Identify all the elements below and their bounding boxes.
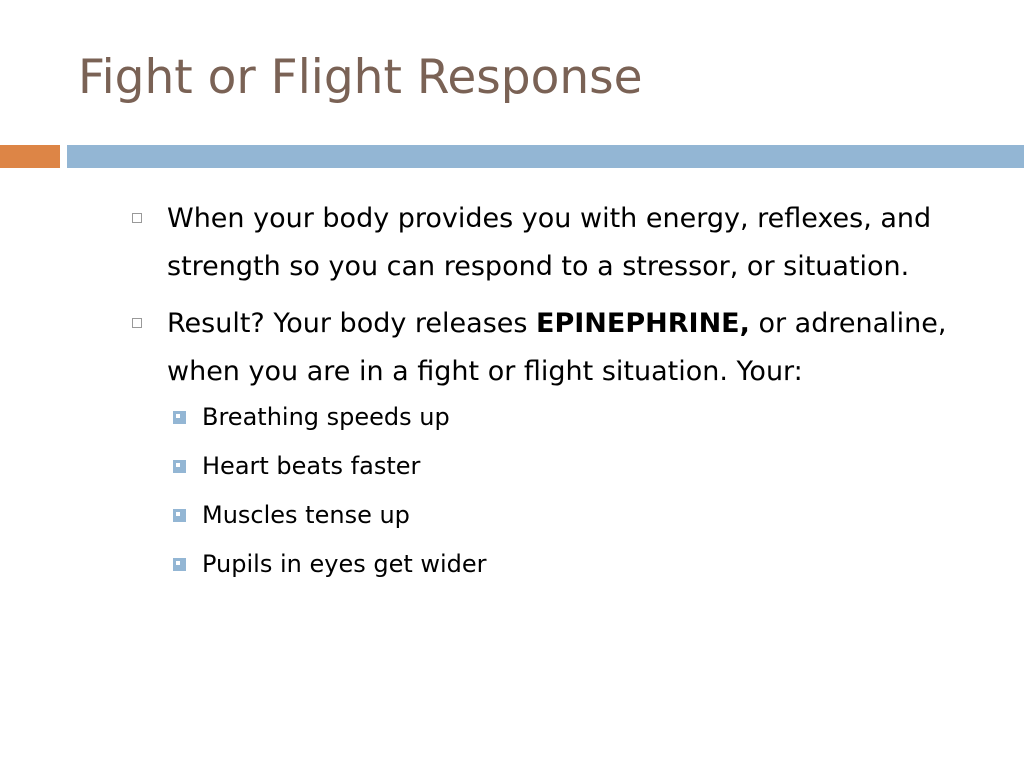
hollow-square-bullet-icon [132, 213, 142, 223]
filled-square-bullet-icon [173, 411, 186, 424]
sub-bullet-text-pupils: Pupils in eyes get wider [202, 550, 487, 578]
sub-bullet-text-heart: Heart beats faster [202, 452, 421, 480]
sub-bullet-item-heart [130, 450, 990, 482]
filled-square-bullet-icon [173, 509, 186, 522]
sub-bullet-list [130, 401, 990, 580]
bullet-item-definition [130, 195, 990, 291]
filled-square-bullet-icon [173, 460, 186, 473]
bullet-text-result-emphasis: EPINEPHRINE, [536, 308, 750, 339]
sub-bullet-text-muscles: Muscles tense up [202, 501, 410, 529]
bullet-text-result-end: or adrenaline, when you are in a fight or flight situation. Your: [167, 308, 947, 387]
sub-bullet-item-muscles [130, 499, 990, 531]
bullet-text-result-start: Result? Your body releases [167, 308, 537, 339]
bullet-text-definition: When your body provides you with energy, reflexes, and strength so you can respond to a stressor, or situation. [167, 203, 932, 282]
accent-divider-bar [0, 145, 60, 168]
slide-content [130, 195, 990, 597]
filled-square-bullet-icon [173, 558, 186, 571]
sub-bullet-item-pupils [130, 548, 990, 580]
sub-bullet-text-breathing: Breathing speeds up [202, 403, 450, 431]
sub-bullet-item-breathing [130, 401, 990, 433]
bullet-item-result [130, 300, 990, 396]
slide-title: Fight or Flight Response [78, 50, 643, 105]
hollow-square-bullet-icon [132, 318, 142, 328]
main-divider-bar [67, 145, 1024, 168]
